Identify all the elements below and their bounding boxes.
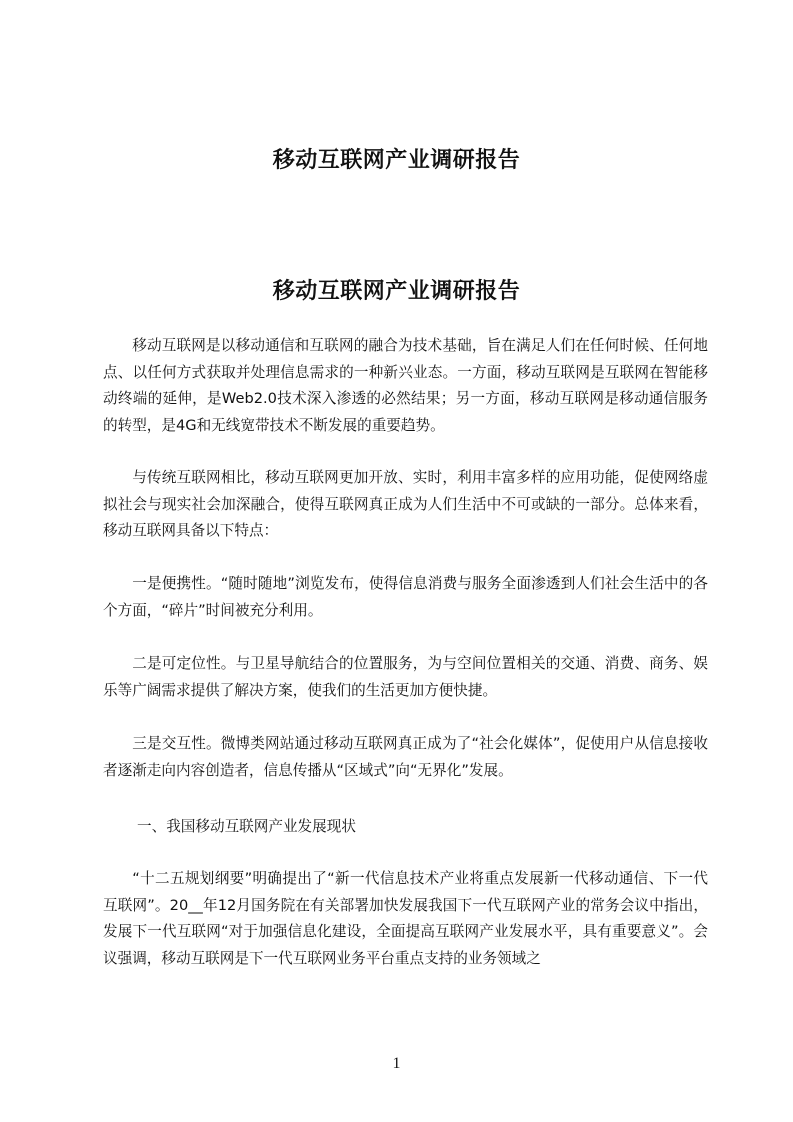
document-title: 移动互联网产业调研报告 (272, 279, 521, 304)
paragraph-section-1: “十二五规划纲要”明确提出了“新一代信息技术产业将重点发展新一代移动通信、下一代互联网”。20__年12月国务院在有关部署加快发展我国下一代互联网产业的常务会议中指出，发展下一代互联网“对于加强信息化建设，全面提高互联网产业发展水平，具有重要意义”。会议强调，移动互联网是下一代互联网业务平台重点支持的业务领域之 (103, 870, 708, 967)
section-heading: 一、我国移动互联网产业发展现状 (137, 818, 356, 835)
page-number: 1 (392, 1055, 401, 1072)
paragraph-positioning: 二是可定位性。与卫星导航结合的位置服务，为与空间位置相关的交通、消费、商务、娱乐等广阔需求提供了解决方案，使我们的生活更加方便快捷。 (103, 655, 708, 699)
paragraph-intro: 移动互联网是以移动通信和互联网的融合为技术基础，旨在满足人们在任何时候、任何地点、以任何方式获取并处理信息需求的一种新兴业态。一方面，移动互联网是互联网在智能移动终端的延伸，是Web2.0技术深入渗透的必然结果；另一方面，移动互联网是移动通信服务的转型，是4G和无线宽带技术不断发展的重要趋势。 (103, 337, 708, 434)
paragraph-portability: 一是便携性。“随时随地”浏览发布，使得信息消费与服务全面渗透到人们社会生活中的各个方面，“碎片”时间被充分利用。 (103, 575, 708, 619)
cover-title: 移动互联网产业调研报告 (272, 148, 521, 173)
paragraph-comparison: 与传统互联网相比，移动互联网更加开放、实时，利用丰富多样的应用功能，促使网络虚拟社会与现实社会加深融合，使得互联网真正成为人们生活中不可或缺的一部分。总体来看，移动互联网具备以下特点： (103, 469, 708, 539)
paragraph-interactivity: 三是交互性。微博类网站通过移动互联网真正成为了“社会化媒体”，促使用户从信息接收者逐渐走向内容创造者，信息传播从“区域式”向“无界化”发展。 (103, 735, 708, 779)
